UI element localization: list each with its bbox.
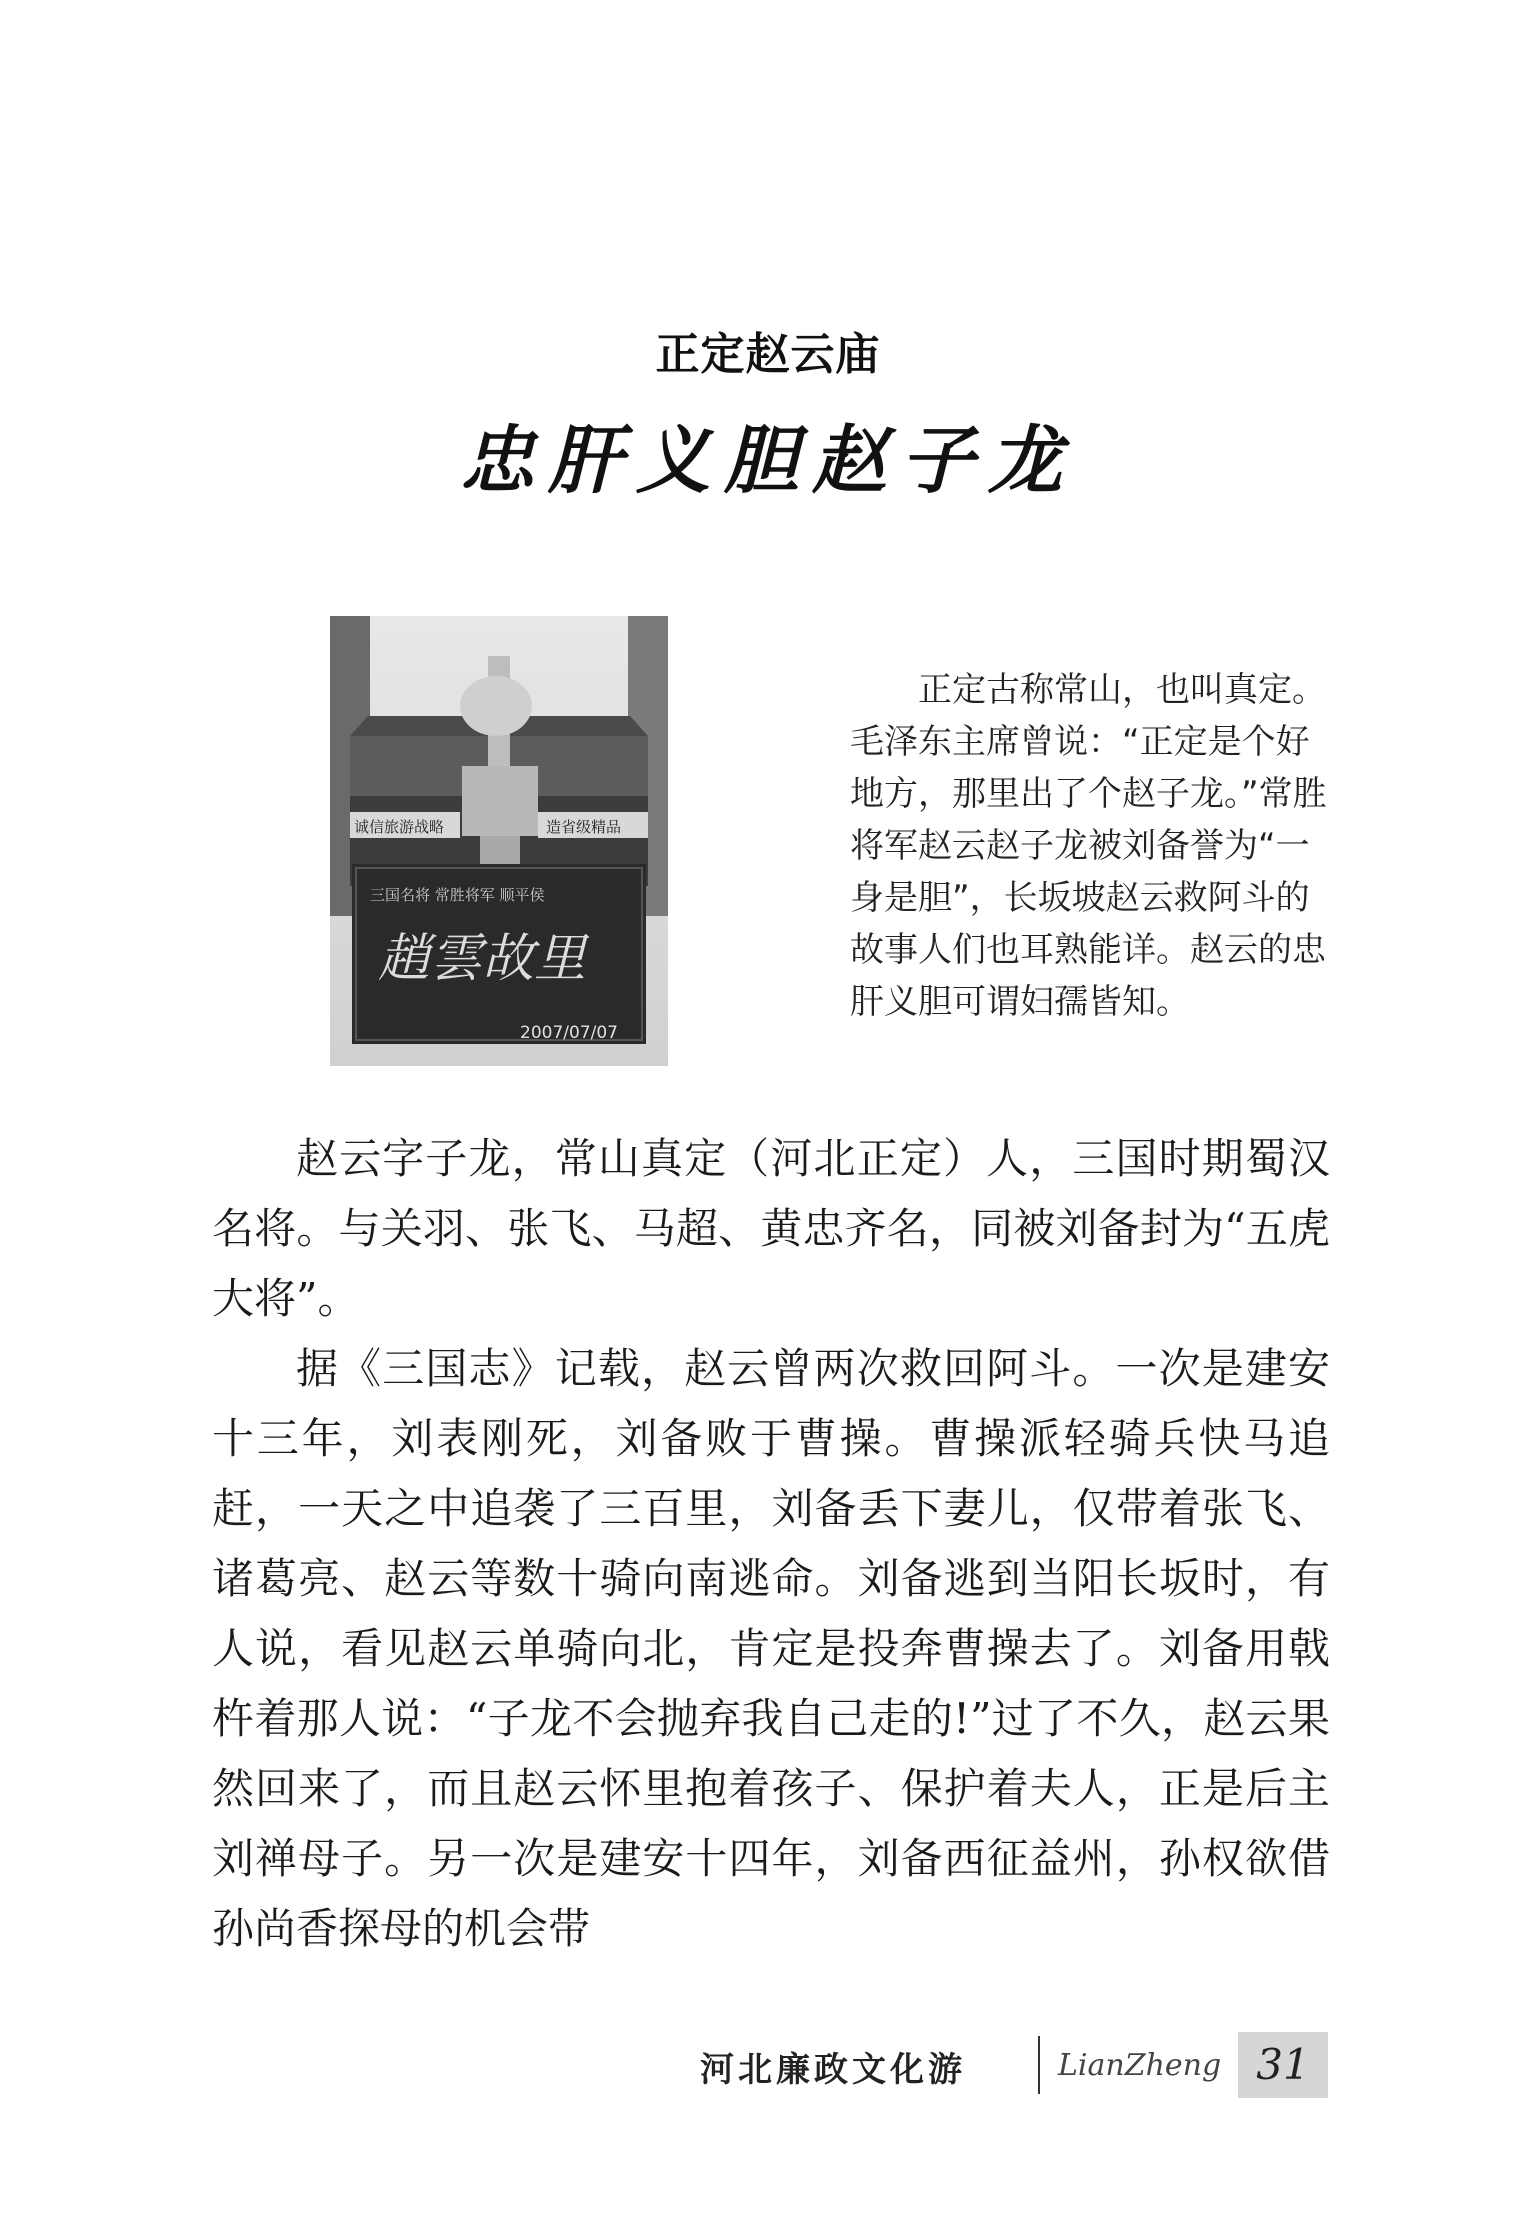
- body-paragraph-1: 赵云字子龙，常山真定（河北正定）人，三国时期蜀汉名将。与关羽、张飞、马超、黄忠齐名，同被刘备封为“五虎大将”。: [212, 1134, 1330, 1323]
- article-title: 忠肝义胆赵子龙: [460, 418, 1076, 504]
- page-footer: [700, 2032, 1328, 2102]
- article-subtitle: 正定赵云庙: [655, 329, 881, 380]
- banner-right-text: 造省级精品: [546, 818, 622, 836]
- page-number: 31: [1238, 2032, 1328, 2098]
- plaque-top-line: 三国名将 常胜将军 顺平侯: [370, 886, 545, 904]
- plaque-main-text: 趙雲故里: [378, 929, 587, 989]
- intro-text: [850, 664, 1328, 1028]
- banner-left-text: 诚信旅游战略: [354, 818, 445, 836]
- body-paragraph-2: 据《三国志》记载，赵云曾两次救回阿斗。一次是建安十三年，刘表刚死，刘备败于曹操。曹操派轻骑兵快马追赶，一天之中追袭了三百里，刘备丢下妻儿，仅带着张飞、诸葛亮、赵云等数十骑向南逃命。刘备逃到当阳长坂时，有人说，看见赵云单骑向北，肯定是投奔曹操去了。刘备用戟杵着那人说：“子龙不会抛弃我自己走的!”过了不久，赵云果然回来了，而且赵云怀里抱着孩子、保护着夫人，正是后主刘禅母子。另一次是建安十四年，刘备西征益州，孙权欲借孙尚香探母的机会带: [212, 1344, 1330, 1953]
- footer-brand-logo: LianZheng: [1058, 2048, 1222, 2083]
- footer-series-label: 河北廉政文化游: [700, 2050, 966, 2090]
- photo-date-stamp: 2007/07/07: [520, 1023, 618, 1043]
- footer-divider: [1038, 2036, 1040, 2094]
- temple-photo: [330, 616, 668, 1066]
- intro-paragraph: 正定古称常山，也叫真定。毛泽东主席曾说：“正定是个好地方，那里出了个赵子龙。”常胜将军赵云赵子龙被刘备誉为“一身是胆”，长坂坡赵云救阿斗的故事人们也耳熟能详。赵云的忠肝义胆可谓妇孺皆知。: [850, 670, 1327, 1022]
- article-body: [212, 1124, 1330, 1964]
